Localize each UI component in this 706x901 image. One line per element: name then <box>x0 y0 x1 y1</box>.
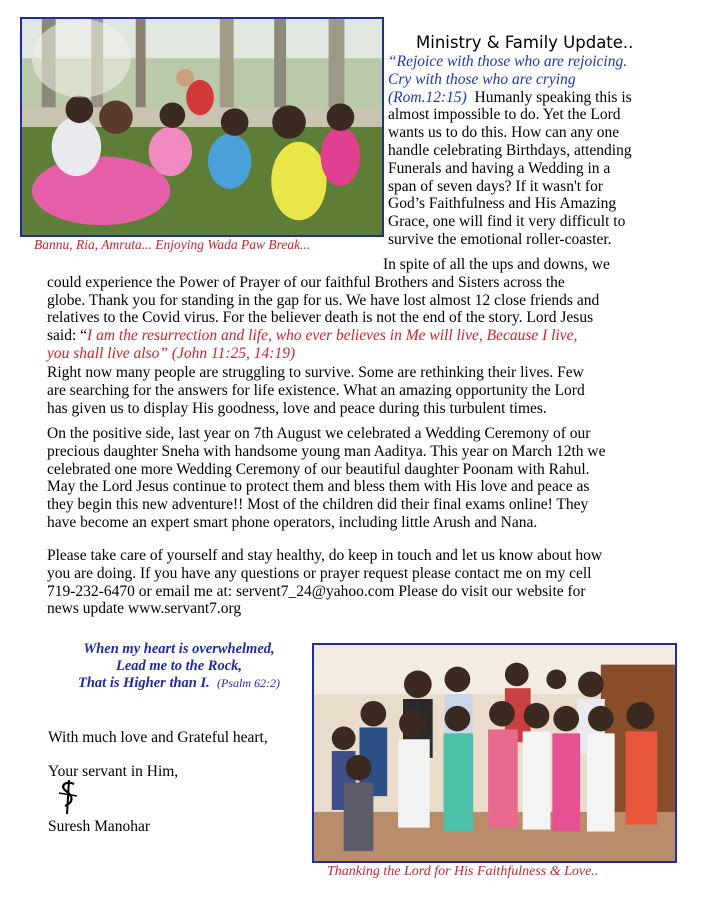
body-line: precious daughter Sneha with handsome young man Aaditya. This year on March 12th we <box>47 442 606 460</box>
photo-bottom-caption: Thanking the Lord for His Faithfulness & Love.. <box>327 864 599 879</box>
body-line: wants us to do this. How can any one <box>388 124 620 142</box>
verse-reference: (Psalm 62:2) <box>217 676 280 690</box>
body-line: On the positive side, last year on 7th August we celebrated a Wedding Ceremony of our <box>47 425 591 442</box>
quote-reference: (Rom.12:15) <box>388 88 467 106</box>
paragraph-prayer <box>47 256 687 363</box>
verse-line: Lead me to the Rock, <box>115 658 243 674</box>
body-line: Grace, one will find it very difficult to <box>388 213 626 231</box>
body-line: survive the emotional roller-coaster. <box>388 230 612 248</box>
photo-illustration <box>314 645 675 861</box>
body-line: has given us to display His goodness, love and peace during this turbulent times. <box>47 399 547 417</box>
signature-name: Suresh Manohar <box>48 818 151 835</box>
body-line: celebrated one more Wedding Ceremony of our beautiful daughter Poonam with Rahul. <box>47 460 590 478</box>
paragraph-contact <box>47 547 687 618</box>
scripture-quote: I am the resurrection and life, who ever believes in Me will live, Because I live, <box>87 327 578 345</box>
photo-top-caption: Bannu, Ria, Amruta... Enjoying Wada Paw Break... <box>34 237 311 252</box>
body-line: you are doing. If you have any questions or prayer request please contact me on my cell <box>47 564 592 582</box>
closing-servant: Your servant in Him, <box>48 763 179 780</box>
verse-line <box>48 675 310 692</box>
quote-line: Cry with those who are crying <box>388 70 576 88</box>
photo-children-group <box>312 643 677 863</box>
verse-line: When my heart is overwhelmed, <box>83 641 275 657</box>
photo-children-wada-paw <box>20 17 384 237</box>
body-line: news update www.servant7.org <box>47 600 242 618</box>
body-line: In spite of all the ups and downs, we <box>383 256 610 273</box>
body-line: are searching for the answers for life existence. What an amazing opportunity the Lord <box>47 381 585 399</box>
body-line: May the Lord Jesus continue to protect them and bless them with His love and peace as <box>47 478 590 496</box>
paragraph-struggle <box>47 364 687 417</box>
body-line: God’s Faithfulness and His Amazing <box>388 195 617 213</box>
body-text: said: “ <box>47 327 88 345</box>
signature-mark <box>56 778 80 816</box>
verse-quote <box>48 641 310 692</box>
body-line: could experience the Power of Prayer of our faithful Brothers and Sisters across the <box>47 273 565 291</box>
side-column-text <box>388 53 688 249</box>
paragraph-weddings <box>47 425 687 532</box>
body-line: Humanly speaking this is <box>474 88 632 106</box>
closing-line: With much love and Grateful heart, <box>48 729 268 746</box>
quote-line <box>388 89 688 107</box>
body-line: relatives to the Covid virus. For the believer death is not the end of the story. Lord Jesus <box>47 309 594 327</box>
body-line: globe. Thank you for standing in the gap for us. We have lost almost 12 close friends and <box>47 291 600 309</box>
body-line <box>47 327 687 345</box>
verse-text: That is Higher than I. <box>78 675 210 691</box>
body-line: Please take care of yourself and stay healthy, do keep in touch and let us know about how <box>47 547 603 564</box>
body-line: have become an expert smart phone operators, including little Arush and Nana. <box>47 513 538 531</box>
quote-line: “Rejoice with those who are rejoicing. <box>388 53 628 70</box>
body-line: handle celebrating Birthdays, attending <box>388 141 632 159</box>
page-title: Ministry & Family Update.. <box>416 33 634 52</box>
body-line: Funerals and having a Wedding in a <box>388 159 611 177</box>
body-line: span of seven days? If it wasn't for <box>388 177 603 195</box>
photo-illustration <box>22 19 382 235</box>
body-line: they begin this new adventure!! Most of the children did their final exams online! They <box>47 496 589 514</box>
scripture-quote: you shall live also” (John 11:25, 14:19) <box>47 344 296 362</box>
body-line: Right now many people are struggling to survive. Some are rethinking their lives. Few <box>47 364 584 381</box>
body-line: 719-232-6470 or email me at: servent7_24@yahoo.com Please do visit our website for <box>47 582 586 600</box>
body-line: almost impossible to do. Yet the Lord <box>388 106 621 124</box>
